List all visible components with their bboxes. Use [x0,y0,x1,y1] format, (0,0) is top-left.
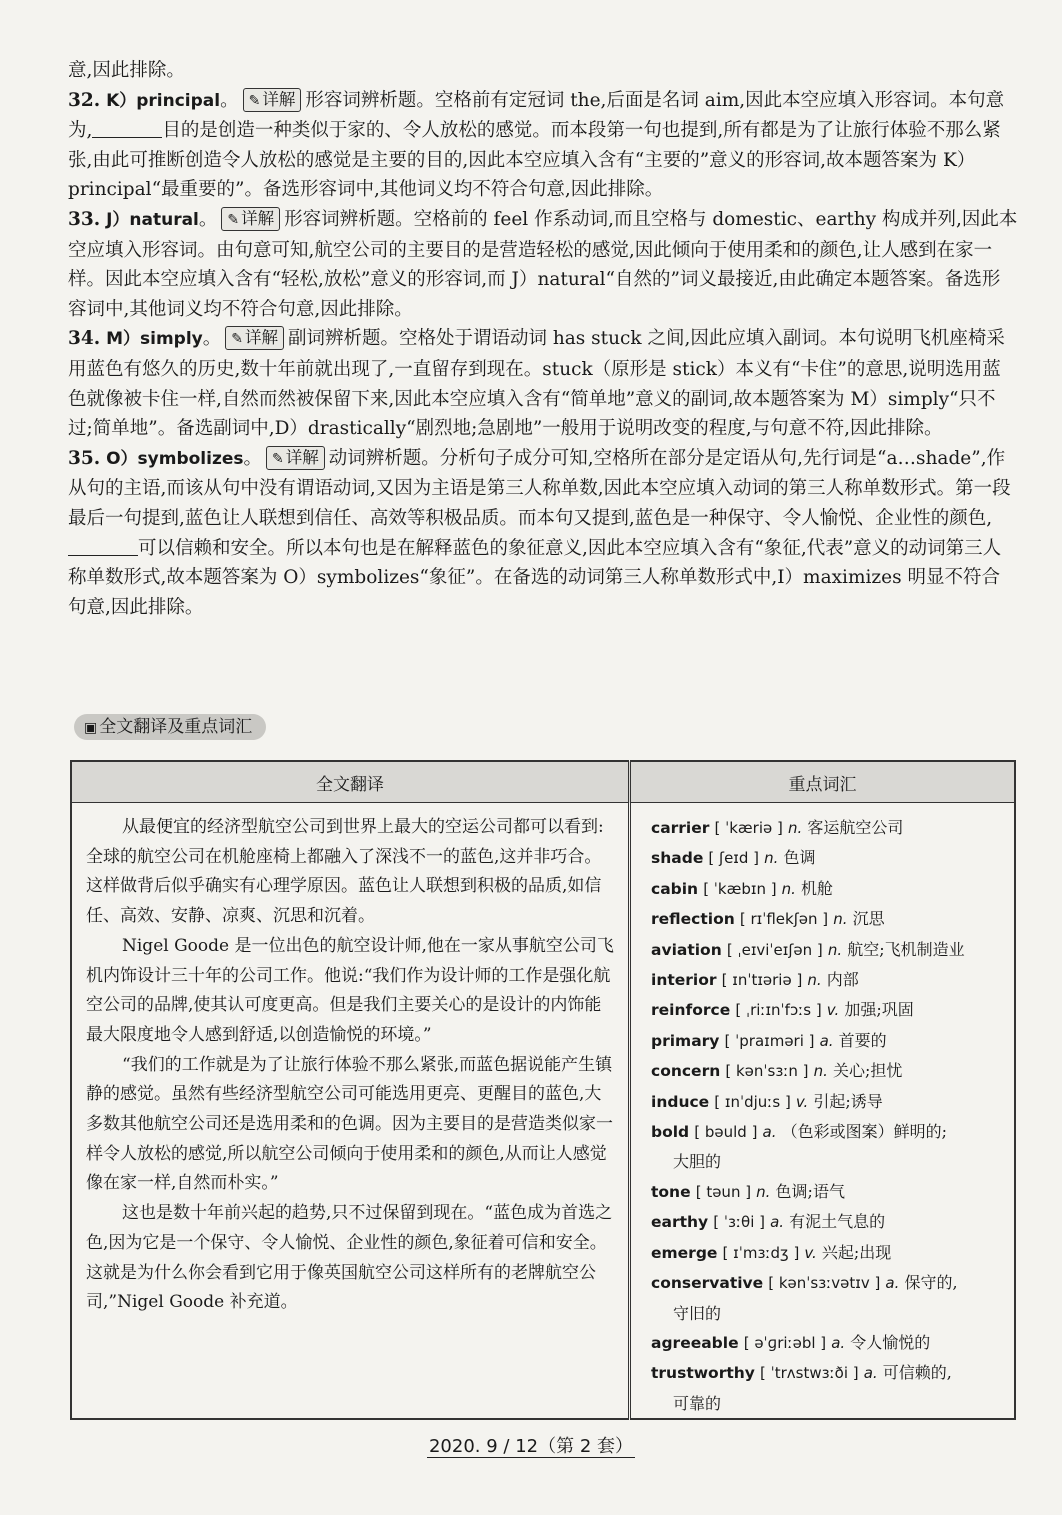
vocab-definition: 加强;巩固 [844,1000,914,1020]
vocab-word: reflection [651,910,735,929]
vocab-pos: v. [804,1243,817,1262]
vocab-pos: n. [781,879,796,898]
vocab-pos: n. [813,1062,828,1081]
translation-paragraph: 这也是数十年前兴起的趋势,只不过保留到现在。“蓝色成为首选之色,因为它是一个保守、令人愉悦、企业性的颜色,象征着可信和安全。这就是为什么你会看到它用于像英国航空公司这样所有的老牌航空公司,”Nigel Goode 补充道。 [86,1203,613,1313]
badge-label: 详解 [244,328,278,348]
vocab-word: carrier [651,819,710,837]
badge-label: 详解 [285,447,319,467]
vocab-definition: 首要的 [838,1030,887,1050]
vocab-definition: 有泥土气息的 [789,1212,886,1232]
vocab-phonetic: [ təun ] [695,1182,752,1201]
vocab-pos: n. [764,849,779,868]
pen-icon: ✎ [272,450,284,467]
vocab-definition: 沉思 [852,909,885,929]
vocab-definition: 内部 [826,970,859,990]
vocab-pos: a. [770,1213,785,1232]
vocab-phonetic: [ ˌriːɪnˈfɔːs ] [735,1001,822,1020]
vocab-phonetic: [ ɪnˈtɪəriə ] [721,971,803,990]
vocab-definition: 关心;担忧 [832,1061,903,1081]
vocab-word: earthy [651,1213,709,1232]
q34-text: 副词辨析题。空格处于谓语动词 has stuck 之间,因此应填入副词。本句说明飞机座椅采用蓝色有悠久的历史,数十年前就出现了,一直留存到现在。stuck（原形是 stick）本义有“卡住”的意思,说明选用蓝色就像被卡住一样,自然而然被保留下来,因此本空应填入含有“简单地”意义的副词,故本题答案为 M）simply“只不过;简单地”。备选副词中,D）drastically“剧烈地;急剧地”一般用于说明改变的程度,与句意不符,因此排除。 [68,328,1005,440]
vocab-definition: 保守的, [904,1273,958,1293]
vocab-word: induce [651,1092,710,1111]
vocab-definition: 可信赖的, [882,1363,952,1383]
table-header-row [71,761,1015,803]
q35-text-post: 可以信赖和安全。所以本句也是在解释蓝色的象征意义,因此本空应填入含有“象征,代表”意义的动词第三人称单数形式,故本题答案为 O）symbolizes“象征”。在备选的动词第三人称单数形式中,I）maximizes 明显不符合句意,因此排除。 [68,537,1002,618]
vocab-word: emerge [651,1243,718,1262]
vocab-entry [651,1117,1006,1147]
vocab-entry [651,813,1006,843]
vocab-pos: n. [827,940,843,959]
vocab-definition-continued: 可靠的 [673,1393,722,1413]
q35-text-pre: 动词辨析题。分析句子成分可知,空格所在部分是定语从句,先行词是“a…shade”,作从句的主语,而该从句中没有谓语动词,又因为主语是第三人称单数,因此本空应填入动词的第三人称单数形式。第一段最后一句提到,蓝色让人联想到信任、高效等积极品质。而本句又提到,蓝色是一种保守、令人愉悦、企业性的颜色, [68,447,1011,529]
vocab-phonetic: [ ˈpraɪməri ] [724,1031,815,1050]
vocab-entry [651,995,1006,1025]
vocab-entry [651,843,1006,873]
q34-answer: M）simply [106,329,203,350]
vocab-word: bold [651,1123,690,1142]
q32-number: 32. [68,89,101,111]
vocab-pos: v. [795,1092,809,1111]
vocab-pos: n. [833,910,848,929]
vocab-definition: 令人愉悦的 [850,1332,931,1352]
vocab-word: shade [651,849,704,868]
q35-blank [68,537,138,556]
vocab-list [631,803,1014,1418]
q32-text-pre: 形容词辨析题。空格前有定冠词 the,后面是名词 aim,因此本空应填入形容词。本句意为, [68,89,1005,142]
translation-paragraph: 从最便宜的经济型航空公司到世界上最大的空运公司都可以看到:全球的航空公司在机舱座椅上都融入了深浅不一的蓝色,这并非巧合。这样做背后似乎确实有心理学原因。蓝色让人联想到积极的品质,如信任、高效、安静、凉爽、沉思和沉着。 [86,817,604,927]
answer-explanations: 意,因此排除。 32. K）principal。 ✎ 详解 形容词辨析题。空格前有定冠词 the,后面是名词 aim,因此本空应填入形容词。本句意为, 目的是创造一种类似于家的、令人放松的感觉。而本段第一句也提到,所有都是为了让旅行体验不那么紧张,由此可推断创造令人放松的感觉是主要的目的,因此本空应填入含有“主要的”意义的形容词,故本题答案为 K）principal“最重要的”。备选形容词中,其他词义均不符合句意,因此排除。 33. J）natural。 ✎ 详解 形容词辨析题。空格前的 feel 作系动词,而且空格与 domestic、earthy 构成并列,因此本空应填入形容词。由句意可知,航空公司的主要目的是营造轻松的感觉,因此倾向于使用柔和的颜色,让人感到在家一样。因此本空应填入含有“轻松,放松”意义的形容词,而 J）natural“自然的”词义最接近,由此确定本题答案。备选形容词中,其他词义均不符合句意,因此排除。 34. M）simply。 ✎ 详解 副词辨析题。空格处于谓语动词 has stuck 之间,因此应填入副词。本句说明飞机座椅采用蓝色有悠久的历史,数十年前就出现了,一直留存到现在。stuck（原形是 stick）本义有“卡住”的意思,说明选用蓝色就像被卡住一样,自然而然被保留下来,因此本空应填入含有“简单地”意义的副词,故本题答案为 M）simply“只不过;简单地”。备选副词中,D）drastically“剧烈地;急剧地”一般用于说明改变的程度,与句意不符,因此排除。 35. O）symbolizes。 ✎ 详解 动词辨析题。分析句子成分可知,空格所在部分是定语从句,先行词是“a…shade”,作从句的主语,而该从句中没有谓语动词,又因为主语是第三人称单数,因此本空应填入动词的第三人称单数形式。第一段最后一句提到,蓝色让人联想到信任、高效等积极品质。而本句又提到,蓝色是一种保守、令人愉悦、企业性的颜色,可以信赖和安全。所以本句也是在解释蓝色的象征意义,因此本空应填入含有“象征,代表”意义的动词第三人称单数形式,故本题答案为 O）symbolizes“象征”。在备选的动词第三人称单数形式中,I）maximizes 明显不符合句意,因此排除。 [68,60,1018,618]
q35-answer: O）symbolizes [106,448,244,469]
q32-text-post: 目的是创造一种类似于家的、令人放松的感觉。而本段第一句也提到,所有都是为了让旅行体验不那么紧张,由此可推断创造令人放松的感觉是主要的目的,因此本空应填入含有“主要的”意义的形容词,故本题答案为 K）principal“最重要的”。备选形容词中,其他词义均不符合句意,因此排除。 [68,120,1001,201]
vocab-phonetic: [ kənˈsɜːvətɪv ] [768,1274,881,1293]
vocab-definition: 航空;飞机制造业 [847,939,965,959]
vocab-definition: 机舱 [801,878,834,898]
vocab-word: reinforce [651,1001,731,1020]
vocab-entry [651,1238,1006,1268]
vocab-word: cabin [651,879,699,898]
vocab-phonetic: [ ˈɜːθi ] [713,1213,766,1232]
vocab-phonetic: [ əˈɡriːəbl ] [743,1333,827,1352]
pen-icon: ✎ [227,211,240,228]
vocab-entry [651,1328,1006,1358]
vocab-word: primary [651,1031,720,1050]
section-marker-icon: ▣ [84,720,98,736]
pen-icon: ✎ [248,92,261,109]
vocab-definition: 兴起;出现 [821,1242,892,1262]
vocab-phonetic: [ ˈkæbɪn ] [703,879,777,898]
badge-label: 详解 [241,208,275,228]
q34-number: 34. [68,328,101,350]
page-footer [0,1432,1062,1458]
vocab-phonetic: [ ˌeɪviˈeɪʃən ] [726,940,823,959]
vocab-word: conservative [651,1274,764,1293]
vocab-pos: a. [863,1364,878,1383]
vocab-entry [651,965,1006,995]
vocab-cell [630,803,1016,1420]
vocab-phonetic: [ ɪˈmɜːdʒ ] [722,1243,800,1262]
vocab-phonetic: [ rɪˈflekʃən ] [739,910,829,929]
vocab-entry [651,1026,1006,1056]
translation-cell [71,803,630,1420]
section-title: 全文翻译及重点词汇 [99,717,253,737]
q35-number: 35. [68,447,101,469]
prev-question-tail: 意,因此排除。 [68,60,185,81]
q34-detail-badge [225,326,284,350]
vocab-column-header: 重点词汇 [630,761,1016,803]
vocab-entry [651,1087,1006,1117]
vocab-phonetic: [ kənˈsɜːn ] [725,1062,809,1081]
pen-icon: ✎ [231,331,243,348]
vocab-phonetic: [ bəuld ] [694,1123,758,1142]
q32-detail-badge [243,88,302,112]
q35-detail-badge [266,446,325,470]
translation-paragraph: Nigel Goode 是一位出色的航空设计师,他在一家从事航空公司飞机内饰设计三十年的公司工作。他说:“我们作为设计师的工作是强化航空公司的品牌,使其认可度更高。但是我们主要关心的是设计的内饰能最大限度地令人感到舒适,以创造愉悦的环境。” [86,935,614,1045]
vocab-word: agreeable [651,1333,739,1352]
vocab-pos: a. [885,1274,900,1293]
vocab-pos: n. [787,819,803,837]
vocab-entry [651,1207,1006,1237]
vocab-word: aviation [651,940,722,959]
q32-answer: K）principal [106,90,221,111]
vocab-pos: a. [819,1031,834,1050]
vocab-word: tone [651,1182,691,1201]
vocab-pos: a. [762,1123,777,1142]
q33-detail-badge [221,207,280,231]
vocab-definition: 色调;语气 [775,1181,845,1201]
badge-label: 详解 [262,89,296,109]
vocab-definition: 引起;诱导 [813,1091,883,1111]
translation-vocab-table [70,760,1016,1420]
vocab-entry [651,904,1006,934]
vocab-word: interior [651,971,717,990]
vocab-pos: n. [807,971,822,990]
q32-blank [92,119,162,138]
page-number: 2020. 9 / 12（第 2 套） [428,1436,633,1457]
vocab-phonetic: [ ˈtrʌstwɜːði ] [759,1364,859,1383]
q33-answer: J）natural [106,209,199,230]
vocab-word: trustworthy [651,1364,755,1383]
q33-text: 形容词辨析题。空格前的 feel 作系动词,而且空格与 domestic、earthy 构成并列,因此本空应填入形容词。由句意可知,航空公司的主要目的是营造轻松的感觉,因此倾向于使用柔和的颜色,让人感到在家一样。因此本空应填入含有“轻松,放松”意义的形容词,而 J）natural“自然的”词义最接近,由此确定本题答案。备选形容词中,其他词义均不符合句意,因此排除。 [68,208,1018,320]
section-tag [74,714,266,740]
vocab-pos: n. [756,1182,771,1201]
vocab-definition: 客运航空公司 [807,818,904,837]
table-body-row [71,803,1015,1420]
vocab-entry [651,874,1006,904]
translation-column-header: 全文翻译 [71,761,630,803]
vocab-entry [651,1056,1006,1086]
vocab-definition: （色彩或图案）鲜明的; [781,1122,947,1142]
vocab-pos: v. [826,1001,840,1020]
vocab-phonetic: [ ʃeɪd ] [708,849,760,868]
vocab-definition-continued: 守旧的 [673,1303,722,1323]
vocab-entry [651,1268,1006,1298]
vocab-phonetic: [ ɪnˈdjuːs ] [714,1092,791,1111]
vocab-entry [651,1177,1006,1207]
vocab-pos: a. [831,1333,846,1352]
q33-number: 33. [68,208,101,230]
vocab-definition: 色调 [783,848,816,868]
vocab-phonetic: [ ˈkæriə ] [714,819,783,837]
vocab-definition-continued: 大胆的 [673,1152,722,1172]
vocab-word: concern [651,1062,721,1081]
translation-text [72,803,628,1318]
vocab-entry [651,935,1006,965]
vocab-entry [651,1358,1006,1388]
translation-paragraph: “我们的工作就是为了让旅行体验不那么紧张,而蓝色据说能产生镇静的感觉。虽然有些经济型航空公司可能选用更亮、更醒目的蓝色,大多数其他航空公司还是选用柔和的色调。因为主要目的是营造类似家一样令人放松的感觉,所以航空公司倾向于使用柔和的颜色,从而让人感觉像在家一样,自然而朴实。” [86,1054,613,1194]
